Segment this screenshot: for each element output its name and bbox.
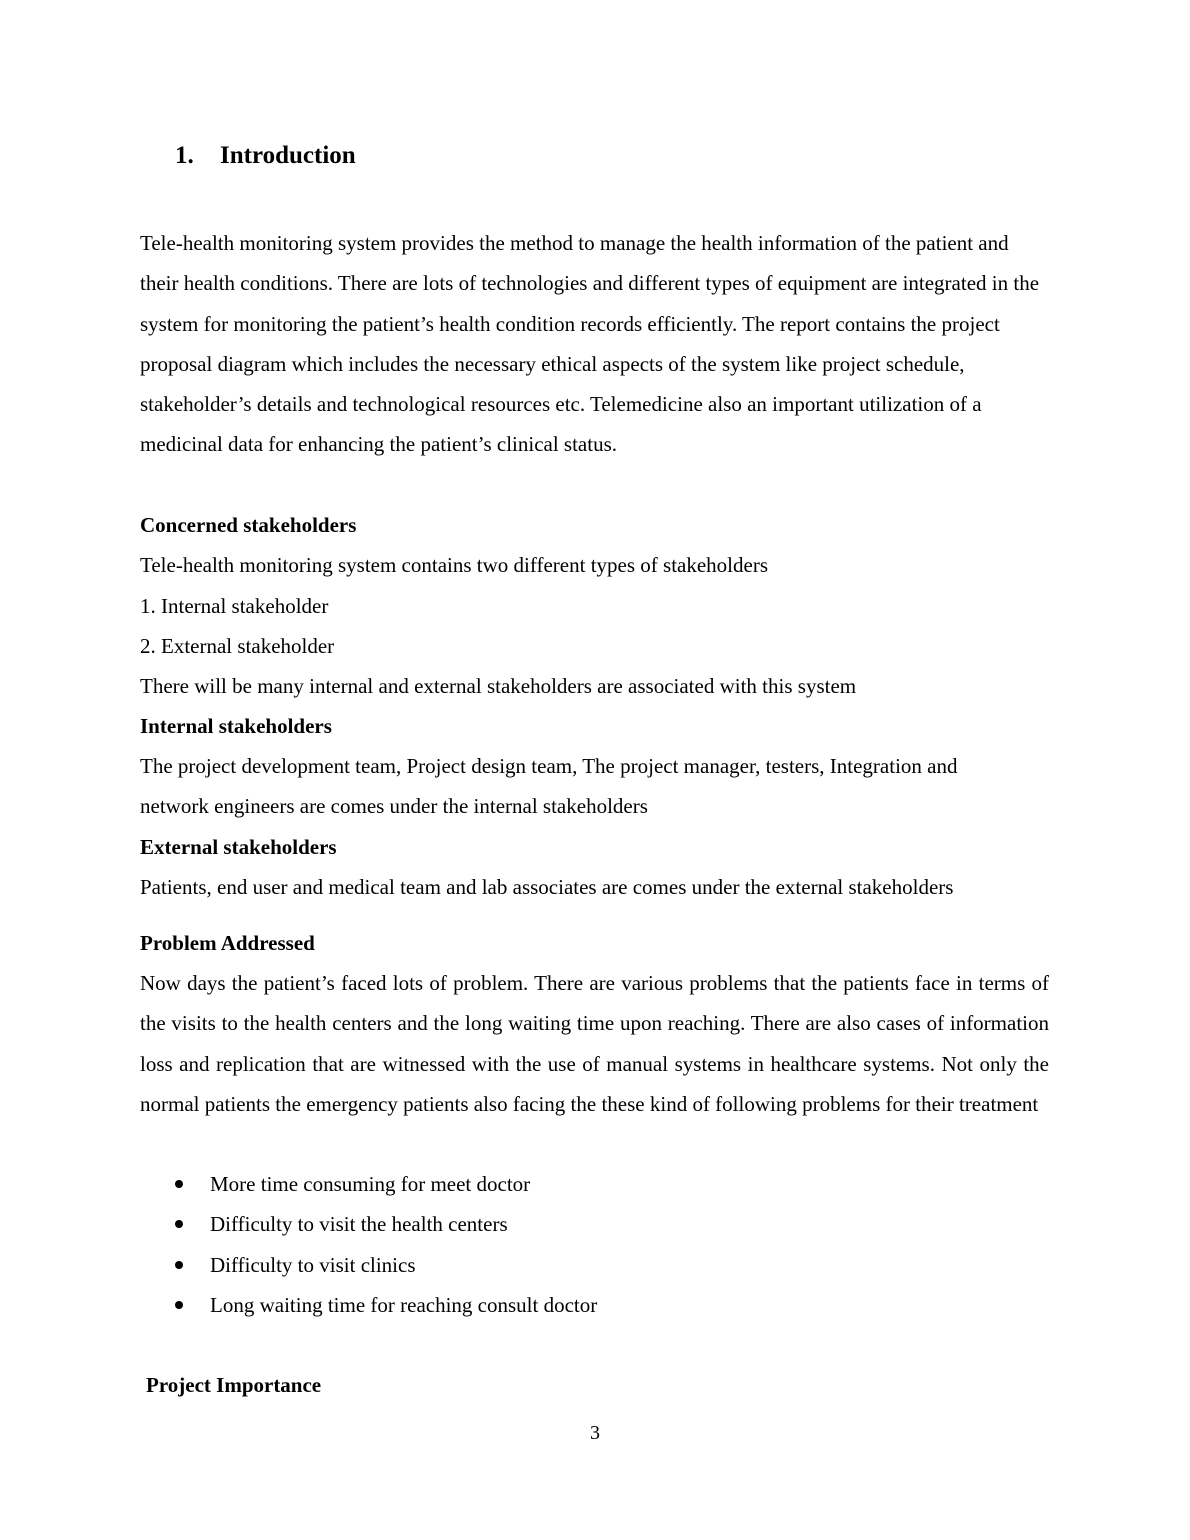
internal-stakeholders-line-1: The project development team, Project design team, The project manager, testers, Integration and [140, 754, 958, 778]
page-number: 3 [590, 1422, 600, 1444]
bullet-icon [175, 1220, 183, 1228]
list-item-text: Difficulty to visit clinics [210, 1252, 416, 1277]
section-title: Introduction [220, 142, 356, 169]
problem-bullet-list [140, 1164, 597, 1325]
section-number: 1. [175, 142, 194, 169]
section-heading [175, 140, 356, 172]
list-item-text: More time consuming for meet doctor [210, 1172, 531, 1196]
intro-paragraph: Tele-health monitoring system provides the method to manage the health information of the patient and their health conditions. There are lots of technologies and different types of equipment are integrated in the system for monitoring the patient’s health condition records efficiently. The report contains the project proposal diagram which includes the necessary ethical aspects of the system like project schedule, stakeholder’s details and technological resources etc. Telemedicine also an important utilization of a medicinal data for enhancing the patient’s clinical status. [140, 231, 1040, 457]
stakeholder-type-external: 2. External stakeholder [140, 634, 335, 658]
bullet-icon [175, 1180, 183, 1188]
importance-heading: Project Importance [146, 1373, 322, 1397]
list-item [140, 1164, 597, 1204]
list-item [140, 1285, 597, 1325]
bullet-icon [175, 1261, 183, 1269]
problem-heading: Problem Addressed [140, 931, 315, 955]
stakeholders-heading: Concerned stakeholders [140, 513, 357, 537]
external-stakeholders-text: Patients, end user and medical team and lab associates are comes under the external stakeholders [140, 875, 954, 899]
internal-stakeholders-line-2: network engineers are comes under the internal stakeholders [140, 794, 648, 818]
list-item [140, 1204, 597, 1244]
external-stakeholders-heading: External stakeholders [140, 835, 337, 859]
list-item-text: Difficulty to visit the health centers [210, 1212, 508, 1237]
internal-stakeholders-heading: Internal stakeholders [140, 714, 332, 738]
problem-paragraph: Now days the patient’s faced lots of problem. There are various problems that the patients face in terms of the visits to the health centers and the long waiting time upon reaching. There are also cases of information loss and replication that are witnessed with the use of manual systems in healthcare systems. Not only the normal patients the emergency patients also facing the these kind of following problems for their treatment [140, 971, 1049, 1116]
stakeholder-type-internal: 1. Internal stakeholder [140, 594, 329, 618]
stakeholders-intro: Tele-health monitoring system contains two different types of stakeholders [140, 553, 768, 577]
list-item-text: Long waiting time for reaching consult doctor [210, 1292, 598, 1317]
stakeholders-summary: There will be many internal and external stakeholders are associated with this system [140, 674, 857, 698]
bullet-icon [175, 1301, 183, 1309]
list-item [140, 1245, 597, 1285]
